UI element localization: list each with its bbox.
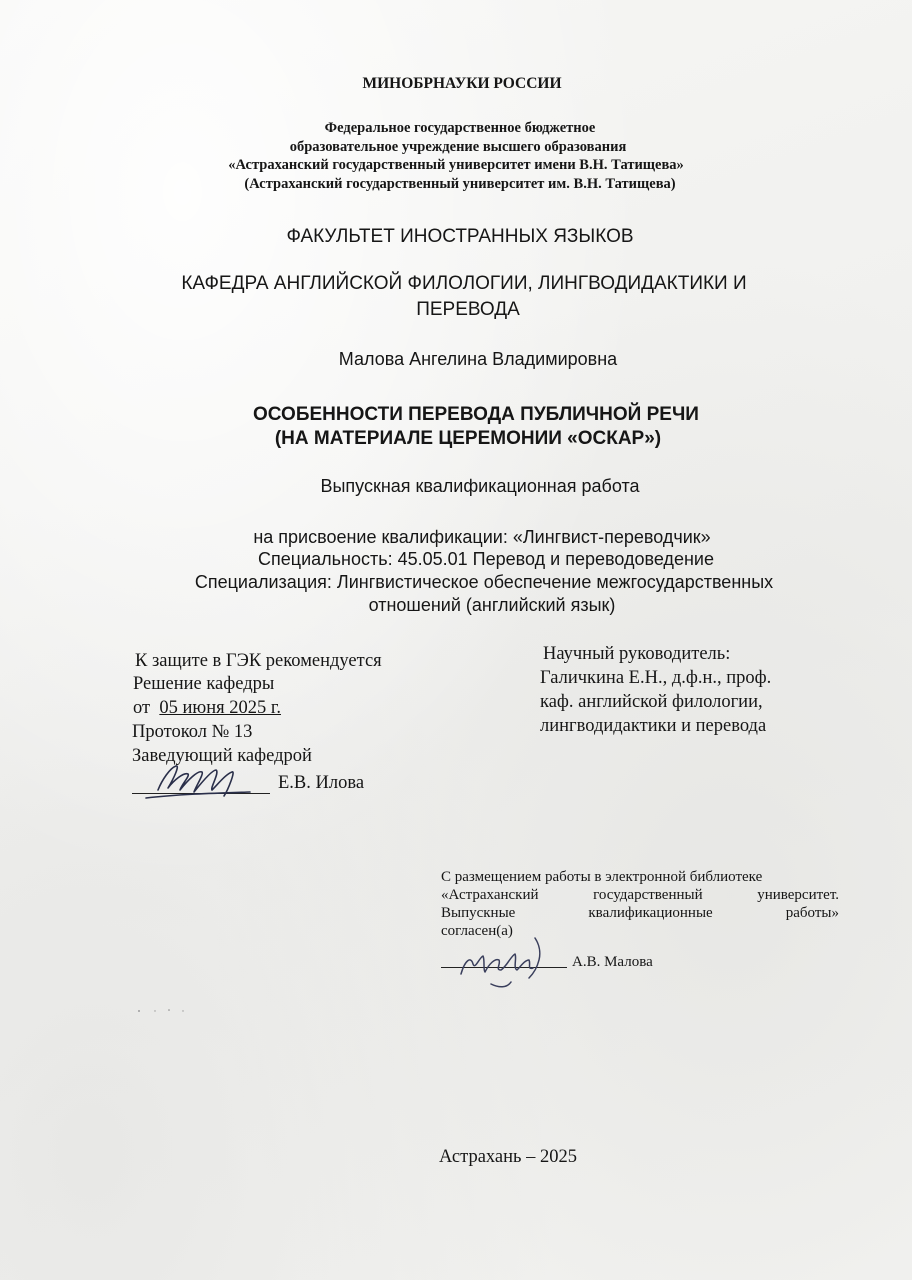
department-decision: Решение кафедры bbox=[133, 674, 275, 694]
specialization-line-1: Специализация: Лингвистическое обеспечение межгосударственных bbox=[194, 572, 774, 592]
supervisor-label: Научный руководитель: bbox=[543, 644, 731, 664]
supervisor-name: Галичкина Е.Н., д.ф.н., проф. bbox=[540, 668, 772, 688]
institution-line-3: «Астраханский государственный университет имени В.Н. Татищева» bbox=[228, 157, 684, 173]
decision-date: 05 июня 2025 г. bbox=[159, 698, 281, 718]
consent-line-4: согласен(а) bbox=[441, 923, 513, 939]
institution-line-2: образовательное учреждение высшего образования bbox=[289, 139, 627, 155]
supervisor-department-line-1: каф. английской филологии, bbox=[540, 692, 763, 712]
qualification: на присвоение квалификации: «Лингвист-переводчик» bbox=[253, 527, 711, 547]
specialization-line-2: отношений (английский язык) bbox=[368, 595, 616, 615]
faculty-heading: ФАКУЛЬТЕТ ИНОСТРАННЫХ ЯЗЫКОВ bbox=[286, 226, 634, 247]
specialty: Специальность: 45.05.01 Перевод и переводоведение bbox=[258, 549, 714, 569]
thesis-title-line-1: ОСОБЕННОСТИ ПЕРЕВОДА ПУБЛИЧНОЙ РЕЧИ bbox=[253, 404, 699, 425]
date-prefix: от bbox=[133, 698, 151, 718]
author-name: Малова Ангелина Владимировна bbox=[338, 349, 618, 369]
author-signature-name: А.В. Малова bbox=[572, 954, 653, 970]
decision-date-line bbox=[133, 697, 281, 720]
author-signature-image bbox=[455, 930, 555, 992]
institution-line-4: (Астраханский государственный университет им. В.Н. Татищева) bbox=[244, 176, 676, 192]
consent-line-3: Выпускные квалификационные работы» bbox=[441, 905, 839, 921]
consent-line-2: «Астраханский государственный университет. bbox=[441, 887, 839, 903]
thesis-title-line-2: (НА МАТЕРИАЛЕ ЦЕРЕМОНИИ «ОСКАР») bbox=[274, 428, 662, 449]
department-head-name: Е.В. Илова bbox=[278, 773, 365, 793]
consent-line-1: С размещением работы в электронной библиотеке bbox=[441, 869, 763, 885]
department-line-1: КАФЕДРА АНГЛИЙСКОЙ ФИЛОЛОГИИ, ЛИНГВОДИДАКТИКИ И bbox=[181, 273, 747, 294]
department-head-label: Заведующий кафедрой bbox=[132, 746, 312, 766]
ministry-heading: МИНОБРНАУКИ РОССИИ bbox=[362, 75, 562, 92]
city-year: Астрахань – 2025 bbox=[439, 1147, 577, 1167]
supervisor-department-line-2: лингводидактики и перевода bbox=[540, 716, 767, 736]
work-type: Выпускная квалификационная работа bbox=[320, 476, 640, 496]
institution-line-1: Федеральное государственное бюджетное bbox=[324, 120, 596, 136]
paper-specks bbox=[135, 1008, 195, 1014]
head-signature-image bbox=[140, 760, 260, 802]
protocol-number: Протокол № 13 bbox=[132, 722, 253, 742]
department-line-2: ПЕРЕВОДА bbox=[416, 299, 520, 320]
defense-recommendation: К защите в ГЭК рекомендуется bbox=[135, 651, 382, 671]
